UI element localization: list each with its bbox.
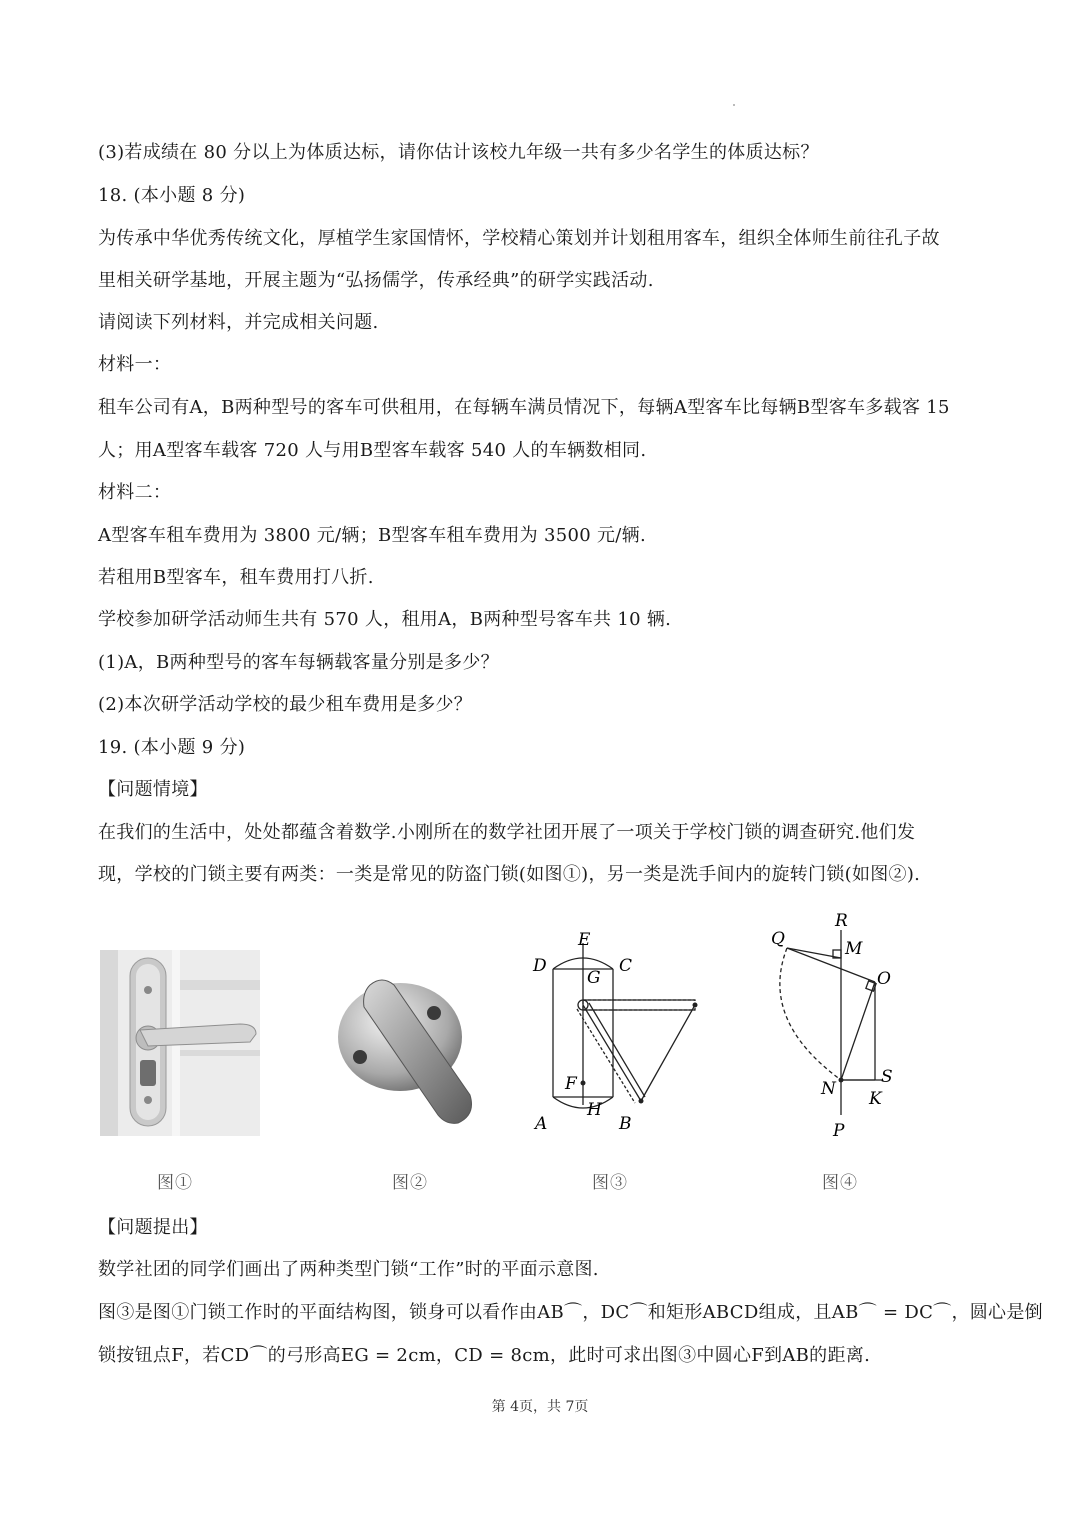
fig3-label-C: C <box>619 956 633 976</box>
q19-heading: 19. (本小题 9 分) <box>98 737 246 758</box>
fig3-label-G: G <box>587 968 601 988</box>
caption-figure-2: 图② <box>392 1173 428 1193</box>
q17-part3: (3)若成绩在 80 分以上为体质达标，请你估计该校九年级一共有多少名学生的体质达标？ <box>98 142 819 163</box>
q18-intro-line2: 里相关研学基地，开展主题为“弘扬儒学，传承经典”的研学实践活动. <box>98 270 654 291</box>
fig4-label-P: P <box>833 1121 845 1141</box>
fig3-label-B: B <box>619 1114 632 1134</box>
fig4-label-M: M <box>845 939 863 959</box>
caption-figure-1: 图① <box>157 1173 193 1193</box>
fig4-label-K: K <box>869 1089 882 1109</box>
q18-intro-line1: 为传承中华优秀传统文化，厚植学生家国情怀，学校精心策划并计划租用客车，组织全体师生前往孔子故 <box>98 228 940 249</box>
material-1-heading: 材料一： <box>98 354 172 375</box>
material-2-heading: 材料二： <box>98 482 172 503</box>
q18-heading: 18. (本小题 8 分) <box>98 185 246 206</box>
material-2-line2: 若租用B型客车，租车费用打八折. <box>98 567 374 588</box>
fig3-label-D: D <box>533 956 547 976</box>
problem-proposal-line3: 锁按钮点F，若CD⌒的弓形高EG = 2cm，CD = 8cm，此时可求出图③中圆心F到AB的距离. <box>98 1345 871 1366</box>
caption-figure-3: 图③ <box>592 1173 628 1193</box>
fig3-label-F: F <box>565 1074 577 1094</box>
fig4-label-N: N <box>821 1079 836 1099</box>
fig4-label-O: O <box>877 969 891 989</box>
problem-context-line1: 在我们的生活中，处处都蕴含着数学.小刚所在的数学社团开展了一项关于学校门锁的调查研究.他们发 <box>98 822 916 843</box>
problem-context-line2: 现，学校的门锁主要有两类：一类是常见的防盗门锁(如图①)，另一类是洗手间内的旋转门锁(如图②). <box>98 864 921 885</box>
material-1-line2: 人；用A型客车载客 720 人与用B型客车载客 540 人的车辆数相同. <box>98 440 647 461</box>
problem-proposal-line2: 图③是图①门锁工作时的平面结构图，锁身可以看作由AB⌒，DC⌒和矩形ABCD组成，且AB⌒ = DC⌒，圆心是倒 <box>98 1302 1043 1323</box>
caption-figure-4: 图④ <box>822 1173 858 1193</box>
q18-instruction: 请阅读下列材料，并完成相关问题. <box>98 312 379 333</box>
problem-proposal-heading: 【问题提出】 <box>98 1217 208 1238</box>
material-1-line1: 租车公司有A，B两种型号的客车可供租用，在每辆车满员情况下，每辆A型客车比每辆B型客车多载客 15 <box>98 397 950 418</box>
q18-part2: (2)本次研学活动学校的最少租车费用是多少？ <box>98 694 473 715</box>
fig3-label-E: E <box>578 930 591 950</box>
fig3-label-A: A <box>535 1114 548 1134</box>
fig4-label-Q: Q <box>771 929 785 949</box>
q18-part1: (1)A，B两种型号的客车每辆载客量分别是多少？ <box>98 652 499 673</box>
fig3-label-H: H <box>587 1100 602 1120</box>
figure-4-rotation-diagram <box>765 910 905 1142</box>
figure-1-door-lock <box>100 950 260 1136</box>
material-2-line3: 学校参加研学活动师生共有 570 人，租用A，B两种型号客车共 10 辆. <box>98 609 672 630</box>
fig4-label-R: R <box>835 911 848 931</box>
problem-proposal-line1: 数学社团的同学们画出了两种类型门锁“工作”时的平面示意图. <box>98 1259 599 1280</box>
figure-3-lock-structure <box>525 925 705 1140</box>
problem-context-heading: 【问题情境】 <box>98 779 208 800</box>
material-2-line1: A型客车租车费用为 3800 元/辆；B型客车租车费用为 3500 元/辆. <box>98 525 646 546</box>
scan-speck <box>733 104 735 106</box>
page-footer: 第 4页，共 7页 <box>491 1399 589 1415</box>
fig4-label-S: S <box>881 1067 893 1087</box>
figure-2-rotary-lock <box>330 975 480 1135</box>
